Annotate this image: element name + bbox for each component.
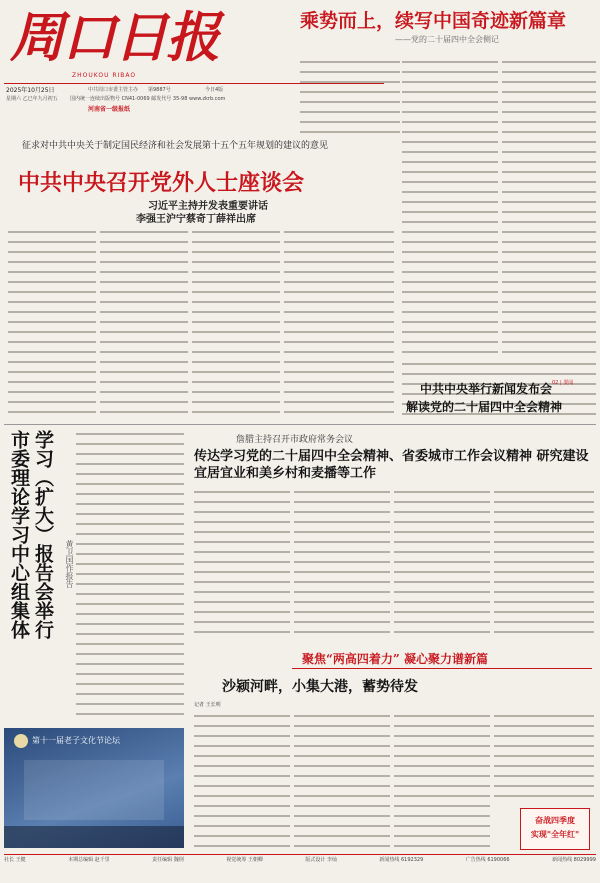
footer-item: 责任编辑 魏荆 <box>152 857 184 863</box>
footer-item: 社长 王健 <box>4 857 26 863</box>
footer-item: 新闻热线 8029999 <box>552 857 596 863</box>
logo-pinyin: ZHOUKOU RIBAO <box>72 72 137 79</box>
photo-caption: 第十一届老子文化节论坛 <box>32 736 120 745</box>
main-title[interactable]: 中共中央召开党外人士座谈会 <box>18 170 305 196</box>
footer-rule <box>4 854 596 855</box>
stamp-line-1: 奋战四季度 <box>535 815 575 825</box>
gov-title[interactable]: 传达学习党的二十届四中全会精神、省委城市工作会议精神 研究建设宜居宜业和美乡村和麦播等工作 <box>194 449 589 481</box>
story-body-col-1 <box>194 712 290 850</box>
banner-rule <box>292 668 592 669</box>
story-body-col-3 <box>394 712 490 850</box>
study-title-1[interactable]: 学习（扩大）报告会举行 <box>32 430 54 639</box>
main-kicker: 征求对中共中央关于制定国民经济和社会发展第十五个五年规划的建议的意见 <box>22 141 329 151</box>
issue-number: 第9887号 <box>148 87 171 93</box>
main-subtitle-2: 李强王沪宁蔡奇丁薛祥出席 <box>136 214 256 225</box>
main-body-col-1 <box>8 228 96 418</box>
main-body-col-2 <box>100 228 188 418</box>
sponsor: 中共周口市委主管主办 <box>88 87 139 93</box>
province-label: 河南省一级报纸 <box>88 106 131 113</box>
stamp-line-2: 实现"全年红" <box>530 829 580 839</box>
footer-item: 广告热线 6190066 <box>465 857 510 863</box>
top-headline[interactable]: 乘势而上，续写中国奇迹新篇章 <box>300 10 567 32</box>
footer-item: 视觉统筹 王朝卿 <box>226 857 263 863</box>
main-body-col-3 <box>192 228 280 418</box>
lead-text-col-3 <box>502 58 596 358</box>
story-body-col-4 <box>494 712 594 804</box>
gov-body-col-4 <box>494 488 594 638</box>
footer-item: 版式设计 李灿 <box>305 857 337 863</box>
gov-body-col-2 <box>294 488 390 638</box>
cn-number: 国内统一连续出版物号 CN41-0069 邮发代号 35-98 www.zkrb.com <box>70 96 226 102</box>
lead-text-col-1 <box>300 58 400 136</box>
gov-kicker: 詹腊主持召开市政府常务会议 <box>236 435 354 445</box>
study-body <box>76 430 184 720</box>
main-body-col-4 <box>284 228 394 418</box>
theme-banner[interactable]: 聚焦“两高四着力” 凝心聚力谱新篇 <box>302 652 488 666</box>
forum-banner-icon <box>14 734 28 748</box>
story-title[interactable]: 沙颍河畔，小集大港，蓄势待发 <box>222 679 418 695</box>
main-subtitle-1: 习近平主持并发表重要讲话 <box>148 201 268 212</box>
campaign-stamp <box>520 808 590 850</box>
gov-body-col-3 <box>394 488 490 638</box>
press-page-ref: 02 | 要闻 <box>552 380 574 386</box>
top-headline-sub: ——党的二十届四中全会侧记 <box>395 35 499 44</box>
press-headline-1[interactable]: 中共中央举行新闻发布会 <box>420 382 553 396</box>
lead-text-col-2 <box>402 58 498 358</box>
audience-row <box>4 826 184 848</box>
page-count: 今日4版 <box>205 87 224 93</box>
story-byline: 记者 王长明 <box>194 702 221 708</box>
story-body-col-2 <box>294 712 390 850</box>
section-divider <box>4 424 596 425</box>
footer-item: 本期总编辑 赵千里 <box>68 857 110 863</box>
stage-screen <box>24 760 164 820</box>
newspaper-logo: 周口日报 <box>10 5 218 69</box>
press-headline-2[interactable]: 解读党的二十届四中全会精神 <box>406 400 563 414</box>
footer-item: 新闻热线 6192329 <box>379 857 424 863</box>
forum-photo <box>4 728 184 848</box>
date-label: 2025年10月25日 <box>6 87 55 94</box>
weekday-info: 星期六 乙巳年九月初五 <box>6 96 58 102</box>
study-subline: 黄卫国作报告 <box>65 540 74 588</box>
study-title-2[interactable]: 市委理论学习中心组集体 <box>8 430 30 639</box>
gov-body-col-1 <box>194 488 290 638</box>
footer-bar <box>4 857 596 864</box>
